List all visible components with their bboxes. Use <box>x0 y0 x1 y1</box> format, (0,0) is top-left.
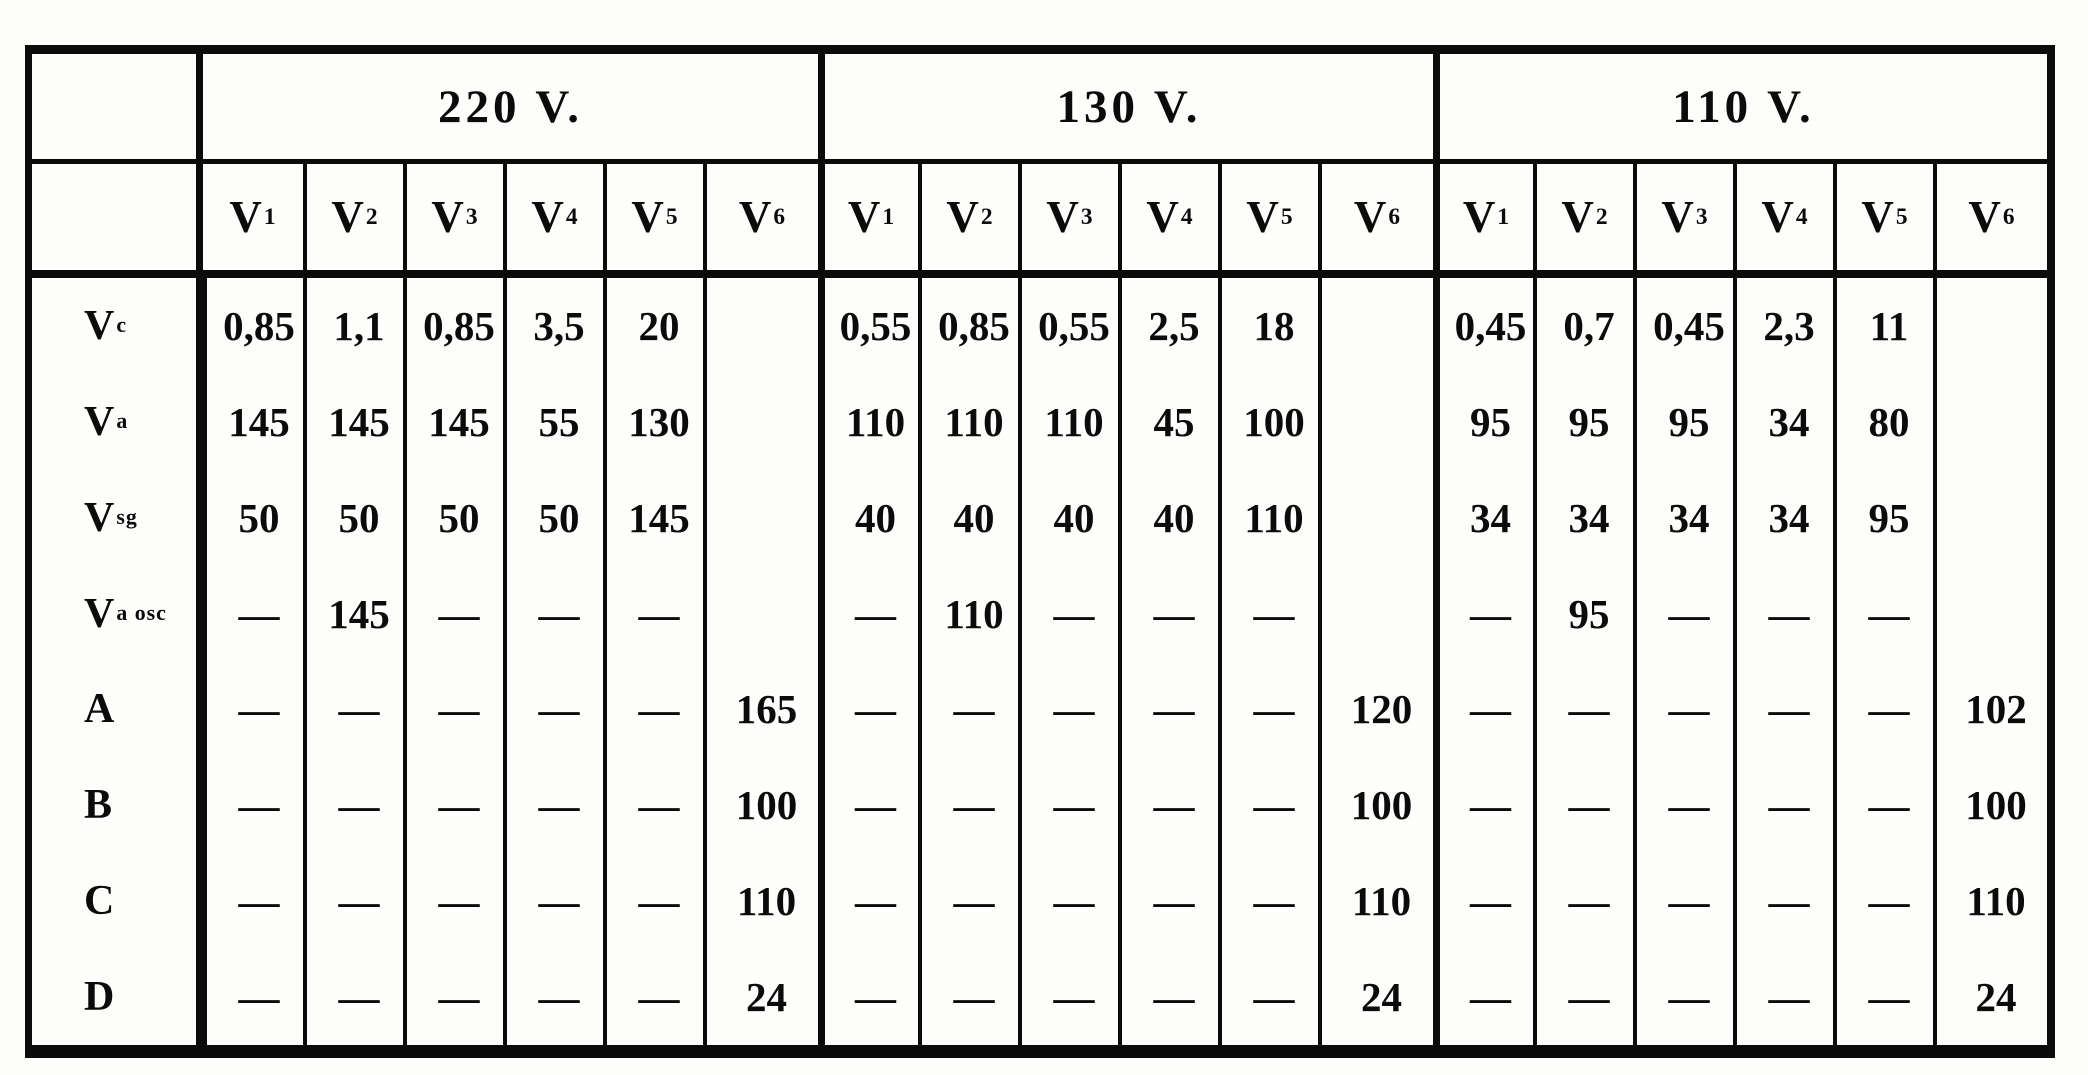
row-label-b-base: B <box>84 782 113 829</box>
cell-d-110v-v5: — <box>1833 949 1933 1045</box>
cell-a-220v-v3: — <box>403 662 503 758</box>
row-label-b <box>32 757 203 853</box>
col-header-220v-v6-sub: 6 <box>773 203 787 230</box>
cell-vaosc-110v-v2: 95 <box>1533 566 1633 662</box>
cell-vc-130v-v6 <box>1318 278 1433 374</box>
cell-b-130v-v3: — <box>1018 757 1118 853</box>
cell-vaosc-220v-v4: — <box>503 566 603 662</box>
row-label-a-base: A <box>84 686 115 733</box>
cell-d-110v-v4: — <box>1733 949 1833 1045</box>
cell-vaosc-110v-v5: — <box>1833 566 1933 662</box>
cell-vsg-220v-v4: 50 <box>503 470 603 566</box>
cell-c-130v-v3: — <box>1018 853 1118 949</box>
cell-d-110v-v6: 24 <box>1933 949 2047 1045</box>
cell-a-130v-v1: — <box>818 662 918 758</box>
cell-b-110v-v2: — <box>1533 757 1633 853</box>
cell-b-110v-v3: — <box>1633 757 1733 853</box>
col-header-130v-v4 <box>1118 164 1218 278</box>
cell-vsg-110v-v2: 34 <box>1533 470 1633 566</box>
cell-b-220v-v4: — <box>503 757 603 853</box>
cell-va-130v-v6 <box>1318 374 1433 470</box>
cell-d-110v-v2: — <box>1533 949 1633 1045</box>
col-header-130v-v2 <box>918 164 1018 278</box>
col-header-110v-v3-sub: 3 <box>1695 203 1709 230</box>
cell-a-110v-v5: — <box>1833 662 1933 758</box>
col-header-110v-v6-sub: 6 <box>2002 203 2016 230</box>
cell-vaosc-220v-v6 <box>703 566 818 662</box>
corner-cell <box>32 54 203 164</box>
col-header-220v-v2-sub: 2 <box>365 203 379 230</box>
cell-c-110v-v6: 110 <box>1933 853 2047 949</box>
cell-vaosc-130v-v6 <box>1318 566 1433 662</box>
col-header-110v-v1 <box>1433 164 1533 278</box>
cell-b-110v-v1: — <box>1433 757 1533 853</box>
cell-vc-220v-v3: 0,85 <box>403 278 503 374</box>
col-header-220v-v4-sub: 4 <box>565 203 579 230</box>
cell-vsg-110v-v3: 34 <box>1633 470 1733 566</box>
col-header-220v-v3 <box>403 164 503 278</box>
cell-b-220v-v1: — <box>203 757 303 853</box>
col-header-130v-v6-base: V <box>1353 192 1387 242</box>
cell-d-130v-v2: — <box>918 949 1018 1045</box>
row-label-a <box>32 662 203 758</box>
cell-vaosc-220v-v1: — <box>203 566 303 662</box>
cell-vc-130v-v2: 0,85 <box>918 278 1018 374</box>
cell-c-110v-v1: — <box>1433 853 1533 949</box>
col-header-110v-v1-sub: 1 <box>1497 203 1511 230</box>
row-label-vc-base: V <box>84 302 115 349</box>
cell-vsg-110v-v6 <box>1933 470 2047 566</box>
col-header-130v-v2-base: V <box>946 192 979 242</box>
cell-va-220v-v1: 145 <box>203 374 303 470</box>
cell-a-110v-v1: — <box>1433 662 1533 758</box>
col-header-110v-v2 <box>1533 164 1633 278</box>
cell-vc-110v-v5: 11 <box>1833 278 1933 374</box>
col-header-130v-v6-sub: 6 <box>1388 203 1402 230</box>
cell-vsg-220v-v6 <box>703 470 818 566</box>
cell-vaosc-220v-v3: — <box>403 566 503 662</box>
cell-vsg-130v-v5: 110 <box>1218 470 1318 566</box>
row-label-va <box>32 374 203 470</box>
col-header-130v-v4-sub: 4 <box>1180 203 1194 230</box>
cell-d-220v-v4: — <box>503 949 603 1045</box>
col-header-110v-v2-base: V <box>1561 192 1594 242</box>
cell-a-130v-v5: — <box>1218 662 1318 758</box>
cell-vsg-220v-v2: 50 <box>303 470 403 566</box>
col-header-130v-v6 <box>1318 164 1433 278</box>
cell-d-130v-v5: — <box>1218 949 1318 1045</box>
col-header-220v-v2-base: V <box>331 192 364 242</box>
cell-vc-220v-v2: 1,1 <box>303 278 403 374</box>
cell-b-110v-v4: — <box>1733 757 1833 853</box>
cell-d-220v-v5: — <box>603 949 703 1045</box>
cell-va-130v-v1: 110 <box>818 374 918 470</box>
cell-c-220v-v2: — <box>303 853 403 949</box>
cell-c-220v-v4: — <box>503 853 603 949</box>
cell-d-130v-v4: — <box>1118 949 1218 1045</box>
cell-b-110v-v6: 100 <box>1933 757 2047 853</box>
cell-vc-130v-v4: 2,5 <box>1118 278 1218 374</box>
col-header-130v-v5-base: V <box>1246 192 1279 242</box>
cell-va-110v-v6 <box>1933 374 2047 470</box>
col-header-220v-v1-base: V <box>229 192 262 242</box>
cell-vaosc-130v-v5: — <box>1218 566 1318 662</box>
cell-vc-220v-v1: 0,85 <box>203 278 303 374</box>
cell-va-220v-v2: 145 <box>303 374 403 470</box>
cell-b-130v-v4: — <box>1118 757 1218 853</box>
cell-vaosc-130v-v3: — <box>1018 566 1118 662</box>
cell-b-130v-v1: — <box>818 757 918 853</box>
cell-vc-110v-v2: 0,7 <box>1533 278 1633 374</box>
cell-vsg-130v-v3: 40 <box>1018 470 1118 566</box>
cell-d-220v-v2: — <box>303 949 403 1045</box>
row-label-vc-sub: c <box>116 313 128 338</box>
col-header-220v-v1-sub: 1 <box>263 203 277 230</box>
col-header-220v-v4 <box>503 164 603 278</box>
row-label-vsg-sub: sg <box>116 505 138 530</box>
col-header-220v-v4-base: V <box>531 192 564 242</box>
col-header-110v-v4-sub: 4 <box>1795 203 1809 230</box>
cell-a-110v-v3: — <box>1633 662 1733 758</box>
row-label-d-base: D <box>84 974 115 1021</box>
cell-a-220v-v6: 165 <box>703 662 818 758</box>
cell-va-220v-v6 <box>703 374 818 470</box>
col-header-110v-v5-sub: 5 <box>1895 203 1909 230</box>
col-header-110v-v5 <box>1833 164 1933 278</box>
col-header-110v-v1-base: V <box>1462 192 1496 242</box>
col-header-130v-v4-base: V <box>1146 192 1179 242</box>
cell-vc-110v-v1: 0,45 <box>1433 278 1533 374</box>
cell-vaosc-220v-v5: — <box>603 566 703 662</box>
col-header-130v-v3-base: V <box>1046 192 1079 242</box>
cell-c-130v-v2: — <box>918 853 1018 949</box>
col-header-130v-v1-sub: 1 <box>882 203 896 230</box>
col-header-130v-v1-base: V <box>847 192 881 242</box>
cell-c-110v-v3: — <box>1633 853 1733 949</box>
cell-vaosc-110v-v6 <box>1933 566 2047 662</box>
cell-a-220v-v2: — <box>303 662 403 758</box>
cell-vaosc-110v-v1: — <box>1433 566 1533 662</box>
cell-vaosc-110v-v4: — <box>1733 566 1833 662</box>
cell-b-130v-v2: — <box>918 757 1018 853</box>
cell-b-130v-v5: — <box>1218 757 1318 853</box>
cell-b-220v-v6: 100 <box>703 757 818 853</box>
cell-vsg-110v-v5: 95 <box>1833 470 1933 566</box>
cell-a-130v-v6: 120 <box>1318 662 1433 758</box>
col-header-130v-v3 <box>1018 164 1118 278</box>
cell-c-110v-v5: — <box>1833 853 1933 949</box>
cell-c-220v-v3: — <box>403 853 503 949</box>
cell-vc-220v-v5: 20 <box>603 278 703 374</box>
col-header-130v-v3-sub: 3 <box>1080 203 1094 230</box>
col-header-110v-v4 <box>1733 164 1833 278</box>
col-header-110v-v6 <box>1933 164 2047 278</box>
group-header-110v: 110 V. <box>1433 54 2047 164</box>
cell-c-110v-v2: — <box>1533 853 1633 949</box>
cell-va-220v-v4: 55 <box>503 374 603 470</box>
cell-vsg-110v-v4: 34 <box>1733 470 1833 566</box>
col-header-220v-v2 <box>303 164 403 278</box>
cell-c-130v-v6: 110 <box>1318 853 1433 949</box>
row-label-vaosc-sub: a osc <box>116 601 167 626</box>
cell-c-220v-v6: 110 <box>703 853 818 949</box>
cell-b-130v-v6: 100 <box>1318 757 1433 853</box>
col-header-220v-v5-base: V <box>631 192 664 242</box>
row-label-vsg-base: V <box>84 494 115 541</box>
cell-a-220v-v5: — <box>603 662 703 758</box>
row-label-vsg <box>32 470 203 566</box>
cell-a-130v-v2: — <box>918 662 1018 758</box>
group-header-130v: 130 V. <box>818 54 1433 164</box>
cell-a-130v-v4: — <box>1118 662 1218 758</box>
row-label-c <box>32 853 203 949</box>
cell-c-220v-v5: — <box>603 853 703 949</box>
cell-vaosc-130v-v2: 110 <box>918 566 1018 662</box>
cell-b-220v-v5: — <box>603 757 703 853</box>
cell-va-110v-v4: 34 <box>1733 374 1833 470</box>
cell-vaosc-220v-v2: 145 <box>303 566 403 662</box>
cell-va-110v-v5: 80 <box>1833 374 1933 470</box>
cell-a-110v-v2: — <box>1533 662 1633 758</box>
cell-vsg-220v-v5: 145 <box>603 470 703 566</box>
cell-b-220v-v2: — <box>303 757 403 853</box>
col-header-130v-v1 <box>818 164 918 278</box>
cell-vsg-130v-v6 <box>1318 470 1433 566</box>
column-header-blank <box>32 164 203 278</box>
col-header-220v-v6-base: V <box>738 192 772 242</box>
voltage-table <box>25 45 2055 1058</box>
cell-a-110v-v4: — <box>1733 662 1833 758</box>
cell-d-220v-v3: — <box>403 949 503 1045</box>
cell-d-220v-v1: — <box>203 949 303 1045</box>
cell-vc-130v-v3: 0,55 <box>1018 278 1118 374</box>
cell-va-110v-v1: 95 <box>1433 374 1533 470</box>
cell-c-130v-v1: — <box>818 853 918 949</box>
cell-vsg-220v-v3: 50 <box>403 470 503 566</box>
col-header-220v-v3-sub: 3 <box>465 203 479 230</box>
cell-a-220v-v1: — <box>203 662 303 758</box>
cell-vc-220v-v6 <box>703 278 818 374</box>
row-label-vaosc <box>32 566 203 662</box>
col-header-130v-v5 <box>1218 164 1318 278</box>
col-header-110v-v4-base: V <box>1761 192 1794 242</box>
cell-d-130v-v3: — <box>1018 949 1118 1045</box>
cell-vaosc-130v-v1: — <box>818 566 918 662</box>
cell-c-130v-v5: — <box>1218 853 1318 949</box>
col-header-220v-v5 <box>603 164 703 278</box>
row-label-va-sub: a <box>116 409 129 434</box>
row-label-va-base: V <box>84 398 115 445</box>
cell-a-130v-v3: — <box>1018 662 1118 758</box>
col-header-220v-v5-sub: 5 <box>665 203 679 230</box>
cell-c-110v-v4: — <box>1733 853 1833 949</box>
row-label-d <box>32 949 203 1045</box>
cell-va-220v-v3: 145 <box>403 374 503 470</box>
col-header-130v-v5-sub: 5 <box>1280 203 1294 230</box>
cell-vsg-130v-v2: 40 <box>918 470 1018 566</box>
group-header-220v: 220 V. <box>203 54 818 164</box>
cell-va-220v-v5: 130 <box>603 374 703 470</box>
col-header-220v-v6 <box>703 164 818 278</box>
cell-vaosc-110v-v3: — <box>1633 566 1733 662</box>
cell-va-130v-v3: 110 <box>1018 374 1118 470</box>
cell-vc-110v-v4: 2,3 <box>1733 278 1833 374</box>
col-header-110v-v3-base: V <box>1661 192 1694 242</box>
cell-vc-130v-v1: 0,55 <box>818 278 918 374</box>
cell-d-130v-v6: 24 <box>1318 949 1433 1045</box>
cell-va-110v-v2: 95 <box>1533 374 1633 470</box>
col-header-110v-v3 <box>1633 164 1733 278</box>
col-header-130v-v2-sub: 2 <box>980 203 994 230</box>
cell-va-110v-v3: 95 <box>1633 374 1733 470</box>
cell-vsg-110v-v1: 34 <box>1433 470 1533 566</box>
cell-va-130v-v4: 45 <box>1118 374 1218 470</box>
col-header-220v-v3-base: V <box>431 192 464 242</box>
cell-b-220v-v3: — <box>403 757 503 853</box>
cell-va-130v-v5: 100 <box>1218 374 1318 470</box>
cell-d-110v-v3: — <box>1633 949 1733 1045</box>
cell-a-110v-v6: 102 <box>1933 662 2047 758</box>
cell-vsg-220v-v1: 50 <box>203 470 303 566</box>
cell-vc-110v-v3: 0,45 <box>1633 278 1733 374</box>
cell-vsg-130v-v4: 40 <box>1118 470 1218 566</box>
cell-vsg-130v-v1: 40 <box>818 470 918 566</box>
row-label-c-base: C <box>84 878 115 925</box>
cell-c-130v-v4: — <box>1118 853 1218 949</box>
col-header-110v-v2-sub: 2 <box>1595 203 1609 230</box>
cell-va-130v-v2: 110 <box>918 374 1018 470</box>
cell-vc-130v-v5: 18 <box>1218 278 1318 374</box>
cell-d-130v-v1: — <box>818 949 918 1045</box>
cell-c-220v-v1: — <box>203 853 303 949</box>
cell-b-110v-v5: — <box>1833 757 1933 853</box>
row-label-vaosc-base: V <box>84 590 115 637</box>
cell-vc-220v-v4: 3,5 <box>503 278 603 374</box>
cell-vc-110v-v6 <box>1933 278 2047 374</box>
cell-vaosc-130v-v4: — <box>1118 566 1218 662</box>
cell-d-220v-v6: 24 <box>703 949 818 1045</box>
cell-a-220v-v4: — <box>503 662 603 758</box>
col-header-110v-v5-base: V <box>1861 192 1894 242</box>
cell-d-110v-v1: — <box>1433 949 1533 1045</box>
col-header-220v-v1 <box>203 164 303 278</box>
col-header-110v-v6-base: V <box>1968 192 2001 242</box>
row-label-vc <box>32 278 203 374</box>
